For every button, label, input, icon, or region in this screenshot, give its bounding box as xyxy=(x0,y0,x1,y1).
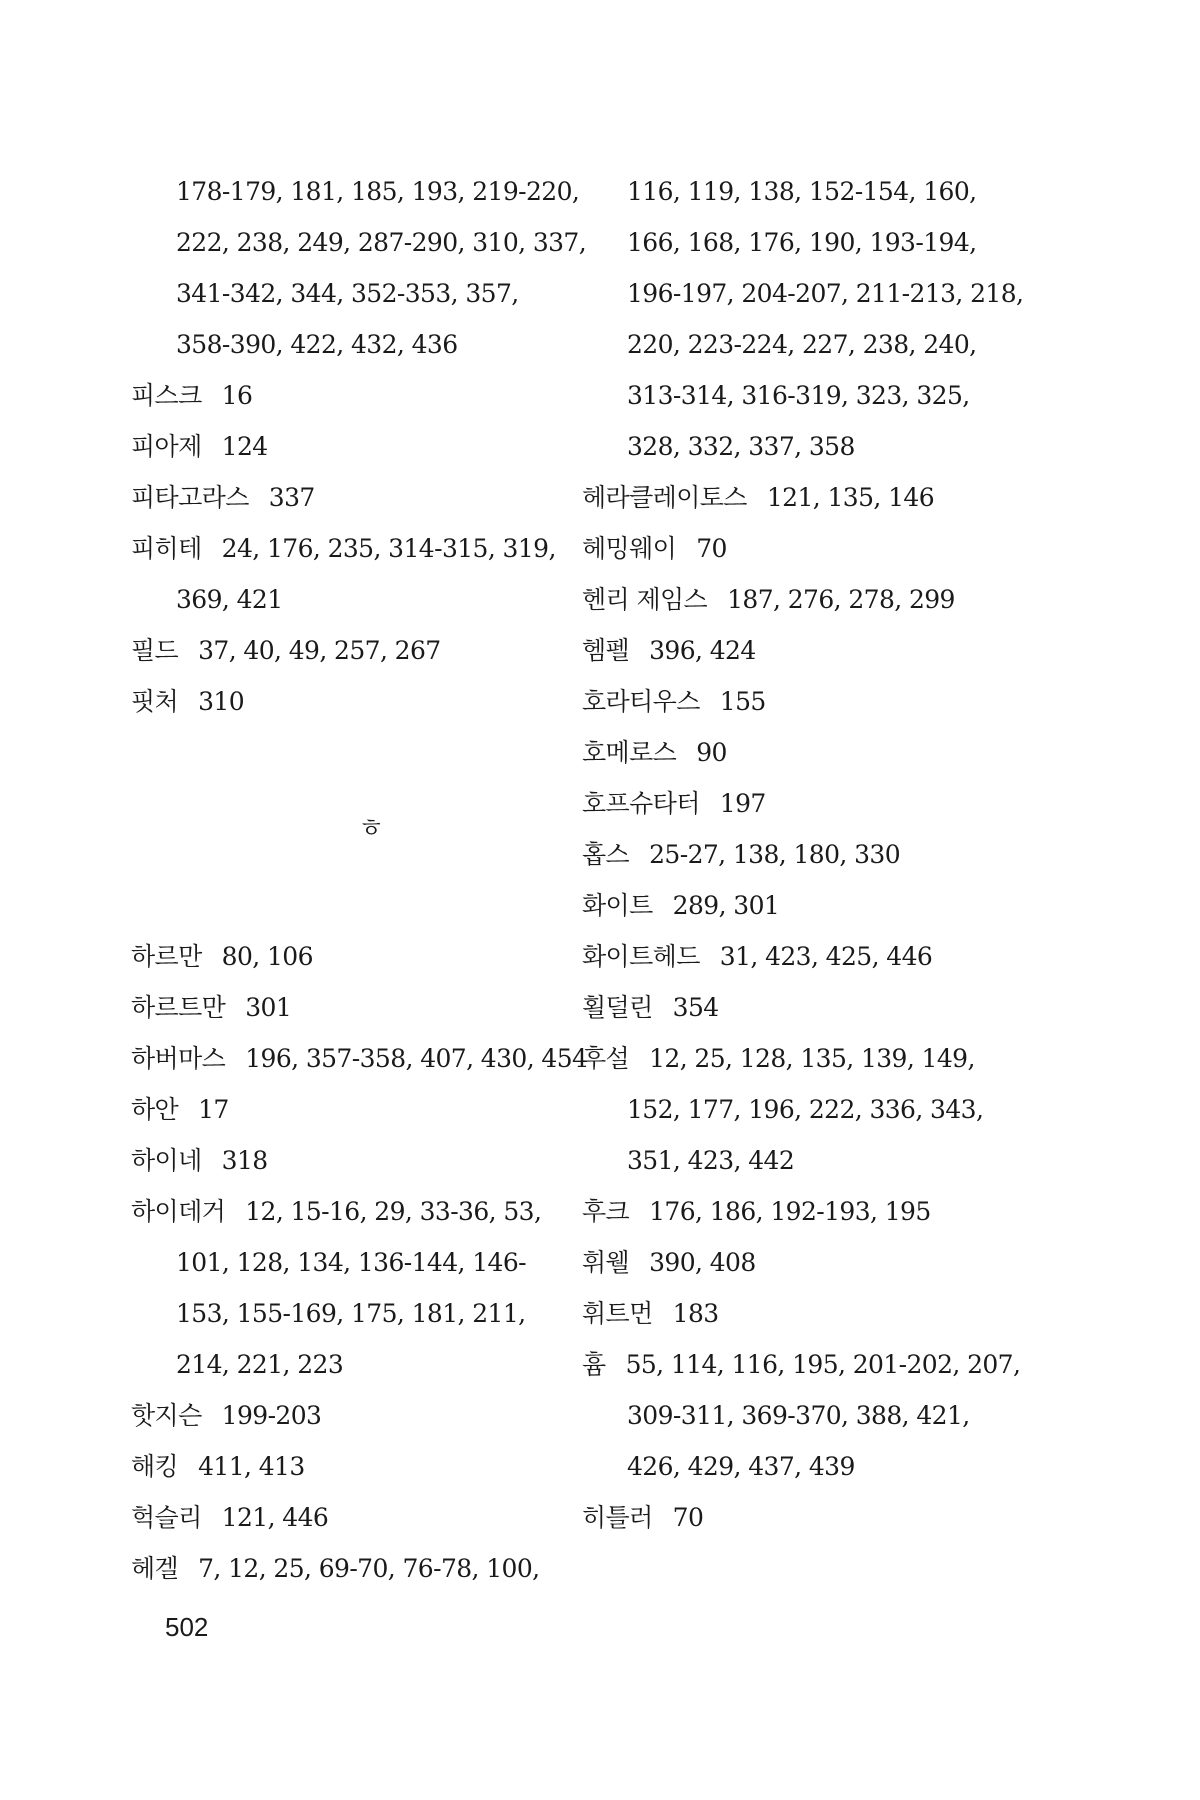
index-entry xyxy=(131,931,551,982)
index-page-refs: 70 xyxy=(672,1503,704,1532)
index-page-refs: 176, 186, 192-193, 195 xyxy=(649,1197,931,1226)
index-entry-continuation: 369, 421 xyxy=(176,585,283,614)
index-term: 하이네 xyxy=(131,1146,202,1175)
index-term: 하르만 xyxy=(131,942,202,971)
index-term: 후설 xyxy=(582,1044,630,1073)
index-entry xyxy=(131,1390,551,1441)
index-entry-continuation: 196-197, 204-207, 211-213, 218, xyxy=(627,279,1024,308)
index-page-refs: 337 xyxy=(268,483,315,512)
index-page-refs: 24, 176, 235, 314-315, 319, xyxy=(221,534,556,563)
index-entry xyxy=(131,676,551,727)
index-entry-continuation: 426, 429, 437, 439 xyxy=(627,1452,855,1481)
index-entry-continuation: 178-179, 181, 185, 193, 219-220, xyxy=(176,177,580,206)
index-entry xyxy=(582,1033,1002,1084)
index-entry xyxy=(131,523,556,574)
index-term: 피아제 xyxy=(131,432,202,461)
index-term: 헤밍웨이 xyxy=(582,534,677,563)
index-page-refs: 37, 40, 49, 257, 267 xyxy=(198,636,441,665)
index-entry xyxy=(131,1492,551,1543)
index-term: 후크 xyxy=(582,1197,630,1226)
index-entry xyxy=(582,880,1002,931)
index-page-refs: 17 xyxy=(198,1095,229,1124)
index-entry-continuation: 341-342, 344, 352-353, 357, xyxy=(176,279,519,308)
index-entry-continuation: 351, 423, 442 xyxy=(627,1146,795,1175)
index-entry xyxy=(582,1339,1021,1390)
index-term: 호메로스 xyxy=(582,738,677,767)
index-term: 피히테 xyxy=(131,534,202,563)
index-entry xyxy=(131,1186,551,1237)
index-entry xyxy=(582,523,1002,574)
index-page-refs: 80, 106 xyxy=(221,942,313,971)
index-page-refs: 289, 301 xyxy=(672,891,780,920)
index-term: 화이트헤드 xyxy=(582,942,700,971)
index-entry xyxy=(582,574,1002,625)
index-entry-continuation: 328, 332, 337, 358 xyxy=(627,432,855,461)
index-entry-continuation: 214, 221, 223 xyxy=(176,1350,344,1379)
index-entry xyxy=(582,625,1002,676)
index-entry xyxy=(131,472,551,523)
index-entry xyxy=(582,931,1002,982)
index-entry xyxy=(582,778,1002,829)
index-entry xyxy=(582,472,1002,523)
index-page-refs: 121, 135, 146 xyxy=(766,483,934,512)
index-term: 흄 xyxy=(582,1350,606,1379)
index-entry xyxy=(131,1033,588,1084)
index-entry-continuation: 358-390, 422, 432, 436 xyxy=(176,330,458,359)
index-entry-continuation: 166, 168, 176, 190, 193-194, xyxy=(627,228,977,257)
index-term: 하버마스 xyxy=(131,1044,226,1073)
index-entry-continuation: 116, 119, 138, 152-154, 160, xyxy=(627,177,977,206)
index-page-refs: 12, 25, 128, 135, 139, 149, xyxy=(649,1044,975,1073)
index-term: 호프슈타터 xyxy=(582,789,700,818)
index-term: 하이데거 xyxy=(131,1197,226,1226)
index-entry xyxy=(131,1441,551,1492)
index-term: 휘웰 xyxy=(582,1248,630,1277)
index-entry-continuation: 152, 177, 196, 222, 336, 343, xyxy=(627,1095,984,1124)
index-entry xyxy=(131,1135,551,1186)
index-page-refs: 90 xyxy=(696,738,727,767)
index-page-refs: 390, 408 xyxy=(649,1248,756,1277)
index-entry-continuation: 101, 128, 134, 136-144, 146- xyxy=(176,1248,526,1277)
index-page-refs: 197 xyxy=(719,789,766,818)
index-entry xyxy=(131,1543,551,1594)
index-entry xyxy=(131,982,551,1033)
index-term: 헨리 제임스 xyxy=(582,585,708,614)
index-entry xyxy=(131,1084,551,1135)
index-page-refs: 187, 276, 278, 299 xyxy=(727,585,955,614)
index-term: 휘트먼 xyxy=(582,1299,653,1328)
index-term: 하르트만 xyxy=(131,993,226,1022)
index-page-refs: 354 xyxy=(672,993,719,1022)
page-number: 502 xyxy=(165,1612,209,1642)
index-page-refs: 396, 424 xyxy=(649,636,756,665)
index-term: 헤겔 xyxy=(131,1554,179,1583)
index-entry-continuation: 313-314, 316-319, 323, 325, xyxy=(627,381,970,410)
index-page-refs: 16 xyxy=(221,381,253,410)
index-page-refs: 7, 12, 25, 69-70, 76-78, 100, xyxy=(198,1554,540,1583)
index-term: 필드 xyxy=(131,636,179,665)
index-page-refs: 318 xyxy=(221,1146,268,1175)
index-page-refs: 55, 114, 116, 195, 201-202, 207, xyxy=(625,1350,1021,1379)
index-term: 피스크 xyxy=(131,381,202,410)
index-entry xyxy=(582,1492,1002,1543)
index-column-right xyxy=(582,166,1024,1543)
index-entry xyxy=(582,1237,1002,1288)
index-term: 헴펠 xyxy=(582,636,630,665)
index-page-refs: 70 xyxy=(696,534,727,563)
index-entry xyxy=(131,421,551,472)
index-entry xyxy=(582,829,1002,880)
index-entry-continuation: 222, 238, 249, 287-290, 310, 337, xyxy=(176,228,587,257)
index-entry xyxy=(131,625,551,676)
index-term: 화이트 xyxy=(582,891,653,920)
index-entry-continuation: 220, 223-224, 227, 238, 240, xyxy=(627,330,977,359)
index-term: 해킹 xyxy=(131,1452,179,1481)
index-entry xyxy=(582,982,1002,1033)
index-page-refs: 301 xyxy=(245,993,292,1022)
section-heading: ㅎ xyxy=(358,814,384,844)
index-column-left xyxy=(131,166,588,1594)
index-page-refs: 12, 15-16, 29, 33-36, 53, xyxy=(245,1197,542,1226)
index-page-refs: 196, 357-358, 407, 430, 454 xyxy=(245,1044,588,1073)
index-page-refs: 25-27, 138, 180, 330 xyxy=(649,840,901,869)
index-entry xyxy=(582,1288,1002,1339)
index-term: 핏처 xyxy=(131,687,179,716)
index-page-refs: 155 xyxy=(719,687,766,716)
index-term: 홉스 xyxy=(582,840,630,869)
index-term: 하안 xyxy=(131,1095,179,1124)
index-entry xyxy=(131,370,551,421)
index-term: 호라티우스 xyxy=(582,687,700,716)
index-entry-continuation: 309-311, 369-370, 388, 421, xyxy=(627,1401,970,1430)
index-term: 피타고라스 xyxy=(131,483,249,512)
index-entry xyxy=(582,676,1002,727)
index-page-refs: 310 xyxy=(198,687,245,716)
index-page-refs: 183 xyxy=(672,1299,719,1328)
index-term: 횔덜린 xyxy=(582,993,653,1022)
index-page-refs: 411, 413 xyxy=(198,1452,305,1481)
index-entry xyxy=(582,727,1002,778)
index-page-refs: 121, 446 xyxy=(221,1503,329,1532)
index-term: 히틀러 xyxy=(582,1503,653,1532)
index-entry xyxy=(582,1186,1002,1237)
index-page-refs: 199-203 xyxy=(221,1401,322,1430)
index-term: 헉슬리 xyxy=(131,1503,202,1532)
index-page-refs: 31, 423, 425, 446 xyxy=(719,942,933,971)
index-term: 헤라클레이토스 xyxy=(582,483,747,512)
index-entry-continuation: 153, 155-169, 175, 181, 211, xyxy=(176,1299,526,1328)
index-page-refs: 124 xyxy=(221,432,268,461)
index-term: 핫지슨 xyxy=(131,1401,202,1430)
